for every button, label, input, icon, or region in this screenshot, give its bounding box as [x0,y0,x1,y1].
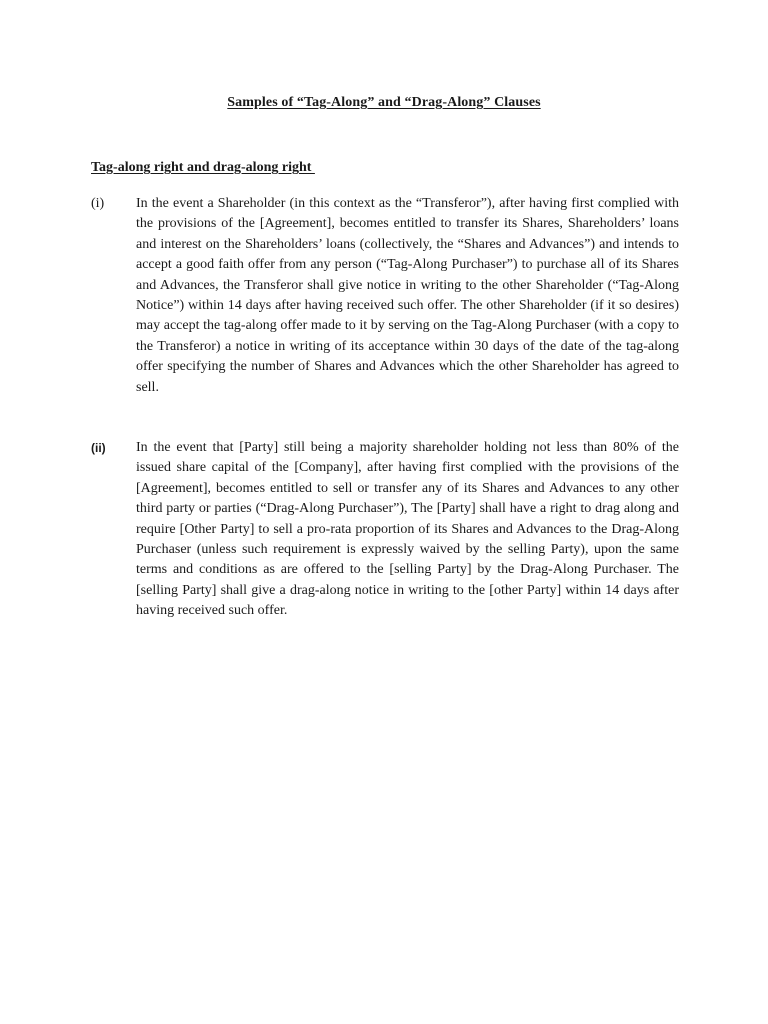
clause-text: In the event a Shareholder (in this context as the “Transferor”), after having first complied with the provisions of the [Agreement], becomes entitled to transfer its Shares, Shareholders’ loans and interest on the Shareholders’ loans (collectively, the “Shares and Advances”) and intends to accept a good faith offer from any person (“Tag-Along Purchaser”) to purchase all of its Shares and Advances, the Transferor shall give notice in writing to the other Shareholder (“Tag-Along Notice”) within 14 days after having received such offer. The other Shareholder (if it so desires) may accept the tag-along offer made to it by serving on the Tag-Along Purchaser (with a copy to the Transferor) a notice in writing of its acceptance within 30 days of the date of the tag-along offer specifying the number of Shares and Advances which the other Shareholder has agreed to sell. [136,196,679,395]
clause-number: (ii) [91,441,106,455]
clause-number: (i) [91,196,105,211]
document-title: Samples of “Tag-Along” and “Drag-Along” Clauses [227,95,541,110]
clause-text: In the event that [Party] still being a majority shareholder holding not less than 80% of the issued share capital of the [Company], after having first complied with the provisions of the [Agreement], becomes entitled to sell or transfer any of its Shares and Advances to any other third party or parties (“Drag-Along Purchaser”), The [Party] shall have a right to drag along and require [Other Party] to sell a pro-rata proportion of its Shares and Advances to the Drag-Along Purchaser (unless such requirement is expressly waived by the selling Party), upon the same terms and conditions as are offered to the [selling Party] by the Drag-Along Purchaser. The [selling Party] shall give a drag-along notice in writing to the [other Party] within 14 days after having received such offer. [136,440,679,619]
section-heading: Tag-along right and drag-along right [91,160,315,175]
